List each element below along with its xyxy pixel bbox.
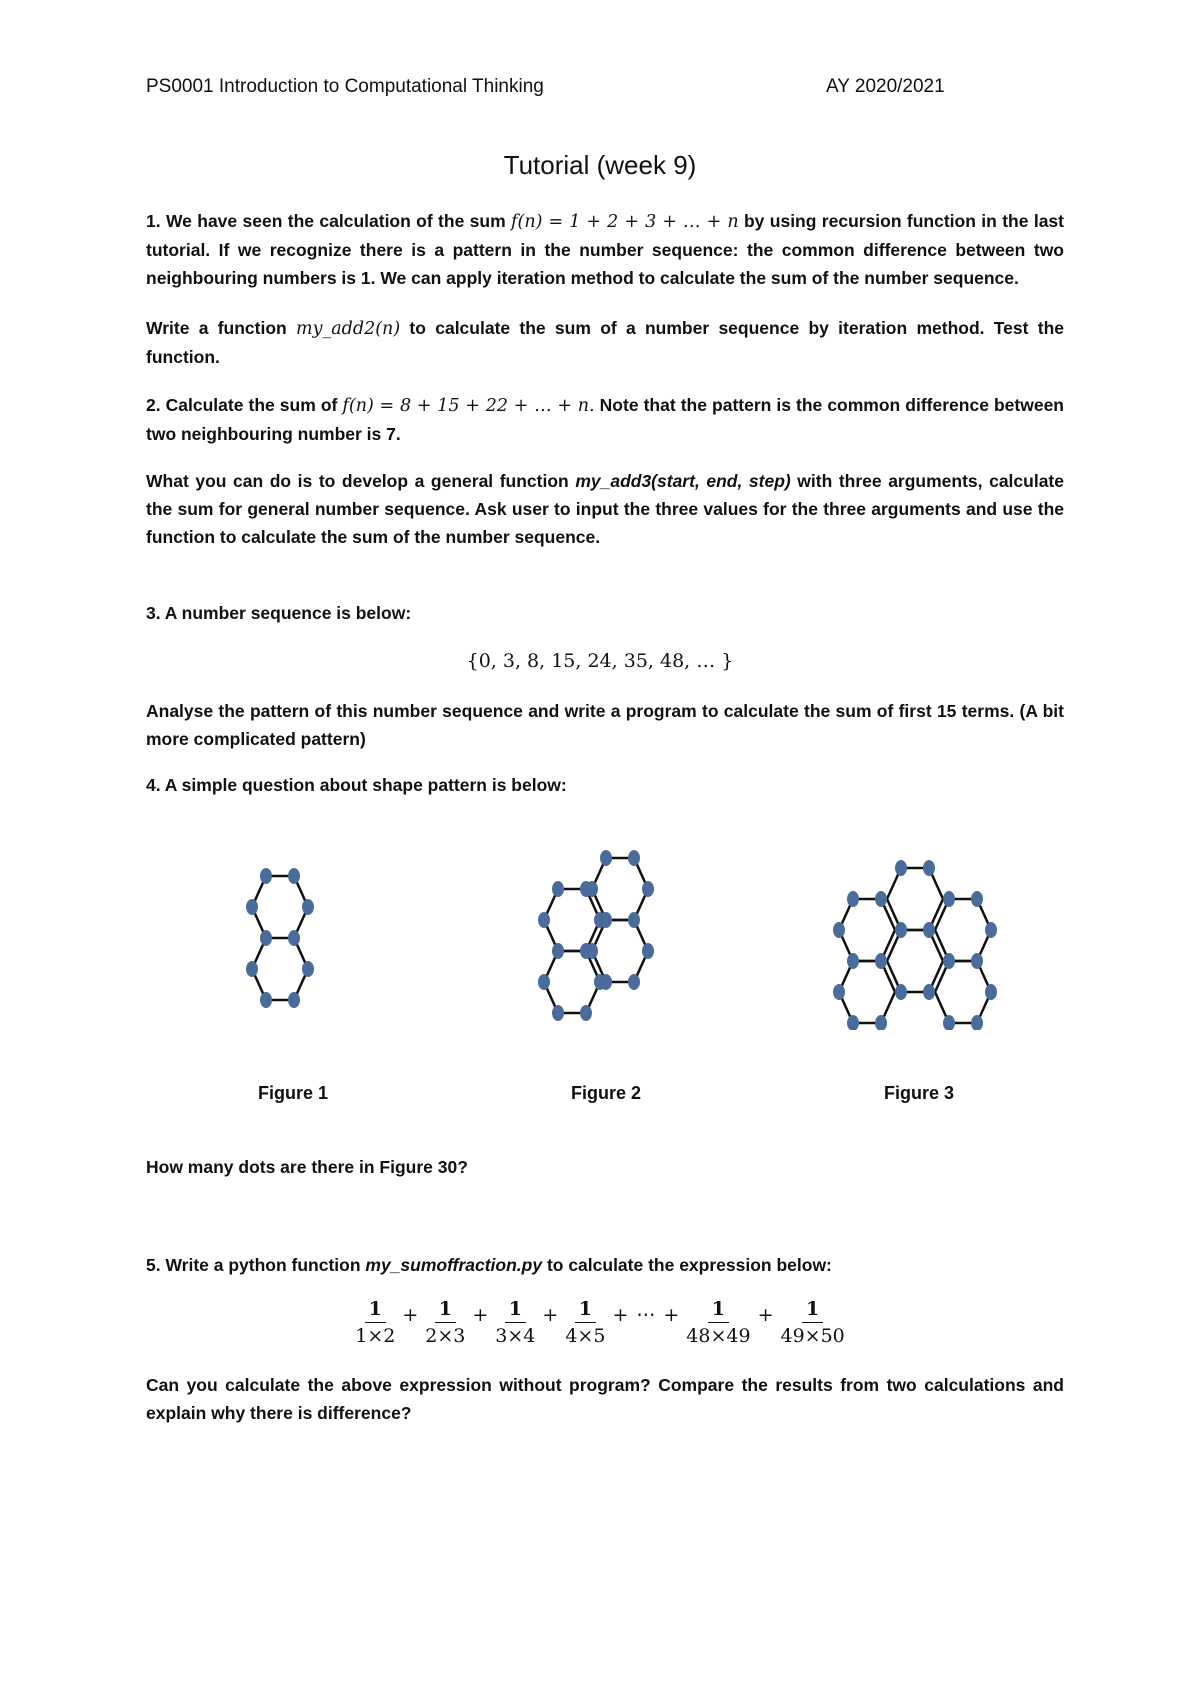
q3-sequence: {0, 3, 8, 15, 24, 35, 48, … }	[466, 650, 734, 672]
fraction-expression	[0, 1298, 1200, 1347]
q5-text-a: 5. Write a python function	[146, 1255, 366, 1275]
q2-function-name: my_add3(start, end, step)	[575, 471, 791, 491]
fraction: $\frac{1}{1\times 2}$	[355, 1298, 396, 1347]
q5-intro	[146, 1251, 1064, 1279]
q1-text-b: by using recursion function in the last tutorial. If we recognize there is a pattern in the number sequence: the common difference between two neighbouring numbers is 1. We can apply iteration method to calculate the sum of the number sequence.	[146, 211, 1064, 288]
figure-3-label: Figure 3	[884, 1083, 955, 1103]
q3-task: Analyse the pattern of this number sequence and write a program to calculate the sum of first 15 terms. (A bit more complicated pattern)	[146, 701, 1064, 749]
plus-sign: +	[612, 1304, 629, 1326]
q1-paragraph-2	[146, 314, 1064, 371]
q2-text-d: with three arguments, calculate the sum for general number sequence. Ask user to input the three values for the three arguments and use the function to calculate the sum of the number sequence.	[146, 471, 1064, 547]
plus-sign: +	[663, 1304, 680, 1326]
fraction: $\frac{1}{3\times 4}$	[495, 1298, 536, 1347]
q4-question: How many dots are there in Figure 30?	[146, 1157, 468, 1177]
q4-intro: 4. A simple question about shape pattern is below:	[146, 775, 567, 795]
q2-paragraph-1	[146, 391, 1064, 448]
q5-function-name: my_sumoffraction.py	[365, 1255, 543, 1275]
course-title: PS0001 Introduction to Computational Thinking	[146, 76, 544, 97]
q2-formula: f(n) = 8 + 15 + 22 + … + n.	[342, 396, 595, 416]
fraction: $\frac{1}{48\times 49}$	[686, 1298, 751, 1347]
q1-text-a: 1. We have seen the calculation of the sum	[146, 211, 512, 231]
q5-text-b: to calculate the expression below:	[542, 1255, 832, 1275]
fraction: $\frac{1}{4\times 5}$	[565, 1298, 606, 1347]
figure-3-hexagon	[825, 850, 1005, 1030]
plus-sign: +	[472, 1304, 489, 1326]
plus-sign: +	[542, 1304, 559, 1326]
q1-write-a: Write a function	[146, 318, 297, 338]
q2-text-a: 2. Calculate the sum of	[146, 395, 343, 415]
figure-2-label: Figure 2	[571, 1083, 642, 1103]
q5-closing: Can you calculate the above expression without program? Compare the results from two calculations and explain why there is difference?	[146, 1375, 1064, 1423]
q1-function-name: my_add2(n)	[296, 319, 401, 339]
q2-text-b: Note that the pattern is the common difference between two neighbouring number is 7.	[146, 395, 1065, 444]
q1-formula: f(n) = 1 + 2 + 3 + … + n	[511, 212, 739, 232]
fraction: $\frac{1}{49\times 50}$	[780, 1298, 845, 1347]
page-title: Tutorial (week 9)	[503, 150, 697, 180]
q1-paragraph-1	[146, 207, 1064, 292]
q2-paragraph-2	[146, 467, 1064, 551]
q1-write-b: to calculate the sum of a number sequence by iteration method. Test the function.	[146, 318, 1064, 367]
figure-1-label: Figure 1	[258, 1083, 329, 1103]
fraction: $\frac{1}{2\times 3}$	[425, 1298, 466, 1347]
q2-text-c: What you can do is to develop a general function	[146, 471, 576, 491]
academic-year: AY 2020/2021	[826, 76, 945, 97]
ellipsis: ⋯	[636, 1304, 656, 1326]
figure-2-hexagon	[530, 840, 670, 1030]
q3-intro: 3. A number sequence is below:	[146, 603, 412, 623]
plus-sign: +	[402, 1304, 419, 1326]
figure-1-hexagon	[230, 860, 330, 1020]
plus-sign: +	[757, 1304, 774, 1326]
